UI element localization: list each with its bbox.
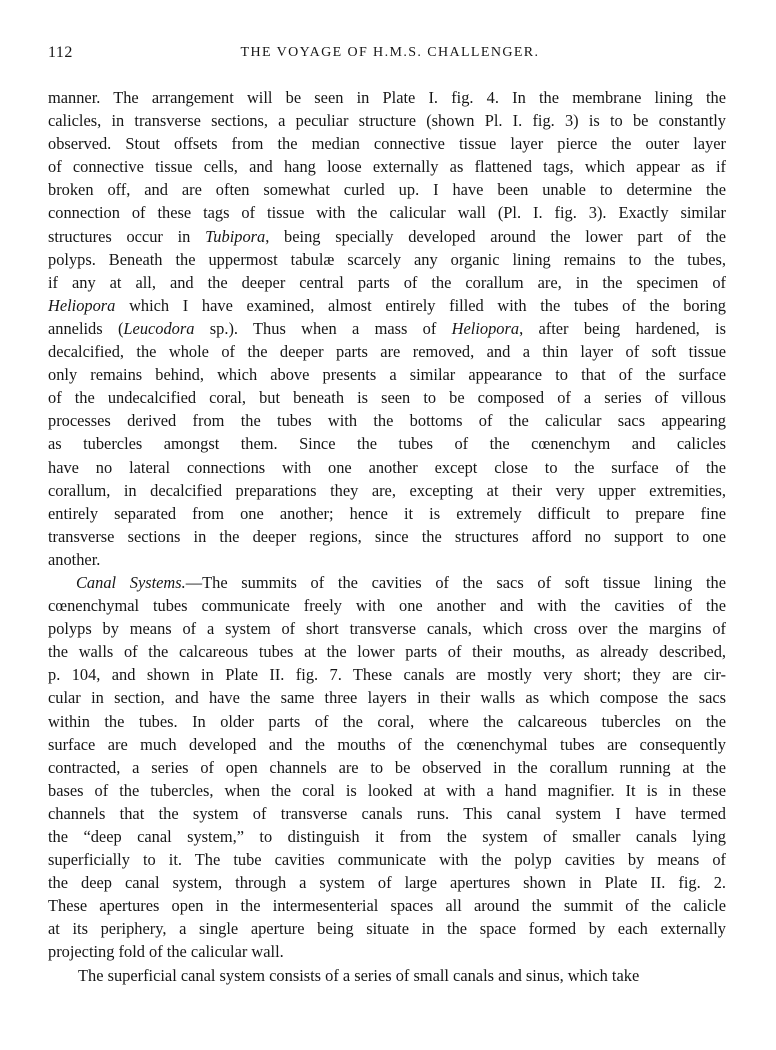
text-line bbox=[48, 733, 726, 756]
text-run: as tubercles amongst them. Since the tubes of the cœnenchym and calicles bbox=[48, 434, 726, 454]
text-run: decalcified, the whole of the deeper parts are removed, and a thin layer of soft tissue bbox=[48, 342, 726, 362]
text-run: processes derived from the tubes with the bottoms of the calicular sacs appearing bbox=[48, 411, 726, 431]
text-run: structures occur in bbox=[48, 226, 206, 246]
text-line bbox=[48, 225, 726, 248]
text-line bbox=[48, 779, 726, 802]
text-line bbox=[48, 594, 726, 617]
text-line bbox=[48, 386, 726, 409]
text-run: projecting fold of the calicular wall. bbox=[48, 942, 284, 962]
text-run: channels that the system of transverse canals runs. This canal system I have termed bbox=[48, 803, 726, 823]
text-line bbox=[48, 178, 726, 201]
text-line bbox=[48, 248, 726, 271]
text-run: , being specially developed around the lower part of the bbox=[265, 226, 726, 246]
text-run: broken off, and are often somewhat curled up. I have been unable to determine the bbox=[48, 180, 726, 200]
text-run: if any at all, and the deeper central parts of the corallum are, in the specimen of bbox=[48, 272, 726, 292]
text-line bbox=[48, 894, 726, 917]
text-line bbox=[48, 155, 726, 178]
text-run: p. 104, and shown in Plate II. fig. 7. These canals are mostly very short; they are cir- bbox=[48, 665, 726, 685]
text-run: which I have examined, almost entirely filled with the tubes of the boring bbox=[115, 295, 726, 315]
text-run: calicles, in transverse sections, a peculiar structure (shown Pl. I. fig. 3) is to be constantly bbox=[48, 111, 726, 131]
running-title: THE VOYAGE OF H.M.S. CHALLENGER. bbox=[240, 45, 540, 60]
text-line bbox=[48, 109, 726, 132]
text-run: the “deep canal system,” to distinguish it from the system of smaller canals lying bbox=[48, 827, 726, 846]
text-line bbox=[48, 848, 726, 871]
italic-text: Heliopora bbox=[48, 295, 116, 315]
text-run: the deep canal system, through a system of large apertures shown in Plate II. fig. 2. bbox=[48, 873, 726, 893]
text-line bbox=[48, 571, 726, 594]
text-line bbox=[48, 363, 726, 386]
text-line bbox=[48, 964, 726, 987]
text-line bbox=[48, 825, 726, 848]
text-run: polyps by means of a system of short transverse canals, which cross over the margins of bbox=[48, 619, 726, 639]
text-run: sp.). Thus when a mass of bbox=[194, 318, 452, 338]
text-line bbox=[48, 479, 726, 502]
text-line bbox=[48, 710, 726, 733]
text-run: observed. Stout offsets from the median connective tissue layer pierce the outer layer bbox=[48, 134, 726, 154]
text-run: entirely separated from one another; hence it is extremely difficult to prepare fine bbox=[48, 503, 726, 523]
text-line bbox=[48, 456, 726, 479]
text-run: contracted, a series of open channels are to be observed in the corallum running at the bbox=[48, 757, 726, 777]
text-line bbox=[48, 525, 726, 548]
text-run: have no lateral connections with one another except close to the surface of the bbox=[48, 457, 726, 477]
text-line bbox=[48, 548, 726, 571]
text-run: the walls of the calcareous tubes at the lower parts of their mouths, as already described, bbox=[48, 642, 726, 662]
text-run: corallum, in decalcified preparations they are, excepting at their very upper extremities, bbox=[48, 480, 726, 500]
text-line bbox=[48, 86, 726, 109]
text-line bbox=[48, 617, 726, 640]
text-line bbox=[48, 917, 726, 940]
text-run: superficially to it. The tube cavities communicate with the polyp cavities by means of bbox=[48, 850, 726, 870]
text-line bbox=[48, 201, 726, 224]
text-line bbox=[48, 432, 726, 455]
text-run: manner. The arrangement will be seen in Plate I. fig. 4. In the membrane lining the bbox=[48, 88, 726, 107]
text-line bbox=[48, 340, 726, 363]
text-run: , after being hardened, is bbox=[519, 318, 726, 338]
italic-text: Leucodora bbox=[123, 318, 195, 338]
text-run: bases of the tubercles, when the coral is looked at with a hand magnifier. It is in these bbox=[48, 780, 726, 800]
text-run: at its periphery, a single aperture being situate in the space formed by each externally bbox=[48, 919, 726, 939]
text-run: another. bbox=[48, 549, 101, 569]
text-line bbox=[48, 409, 726, 432]
italic-text: Heliopora bbox=[451, 318, 520, 338]
text-run: These apertures open in the intermesenterial spaces all around the summit of the calicle bbox=[48, 896, 726, 916]
text-run: of the undecalcified coral, but beneath is seen to be composed of a series of villous bbox=[48, 388, 726, 408]
text-run: connection of these tags of tissue with the calicular wall (Pl. I. fig. 3). Exactly similar bbox=[48, 203, 726, 223]
italic-text: Tubipora bbox=[205, 226, 266, 246]
text-run: transverse sections in the deeper regions, since the structures afford no support to one bbox=[48, 526, 726, 546]
text-line bbox=[48, 640, 726, 663]
text-line bbox=[48, 271, 726, 294]
text-line bbox=[48, 317, 726, 340]
text-line bbox=[48, 686, 726, 709]
text-run: cular in section, and have the same three layers in their walls as which compose the sacs bbox=[48, 688, 726, 708]
text-line bbox=[48, 940, 726, 963]
text-run: The superficial canal system consists of a series of small canals and sinus, which take bbox=[78, 965, 640, 985]
text-line bbox=[48, 663, 726, 686]
italic-text: Canal Systems. bbox=[76, 572, 186, 592]
text-run: of connective tissue cells, and hang loose externally as flattened tags, which appear as if bbox=[48, 157, 726, 177]
text-line bbox=[48, 802, 726, 825]
text-run: surface are much developed and the mouths of the cœnenchymal tubes are consequently bbox=[48, 734, 726, 754]
text-run: polyps. Beneath the uppermost tabulæ scarcely any organic lining remains to the tubes, bbox=[48, 249, 726, 269]
text-line bbox=[48, 502, 726, 525]
text-run: only remains behind, which above presents a similar appearance to that of the surface bbox=[48, 365, 726, 385]
body-text bbox=[48, 86, 726, 987]
text-line bbox=[48, 132, 726, 155]
text-run: annelids ( bbox=[48, 318, 124, 338]
text-run: within the tubes. In older parts of the coral, where the calcareous tubercles on the bbox=[48, 711, 726, 731]
page-number: 112 bbox=[48, 44, 73, 61]
text-run: —The summits of the cavities of the sacs of soft tissue lining the bbox=[185, 572, 726, 592]
text-line bbox=[48, 294, 726, 317]
text-line bbox=[48, 871, 726, 894]
page-header bbox=[48, 44, 732, 66]
text-run: cœnenchymal tubes communicate freely with one another and with the cavities of the bbox=[48, 596, 726, 616]
text-line bbox=[48, 756, 726, 779]
